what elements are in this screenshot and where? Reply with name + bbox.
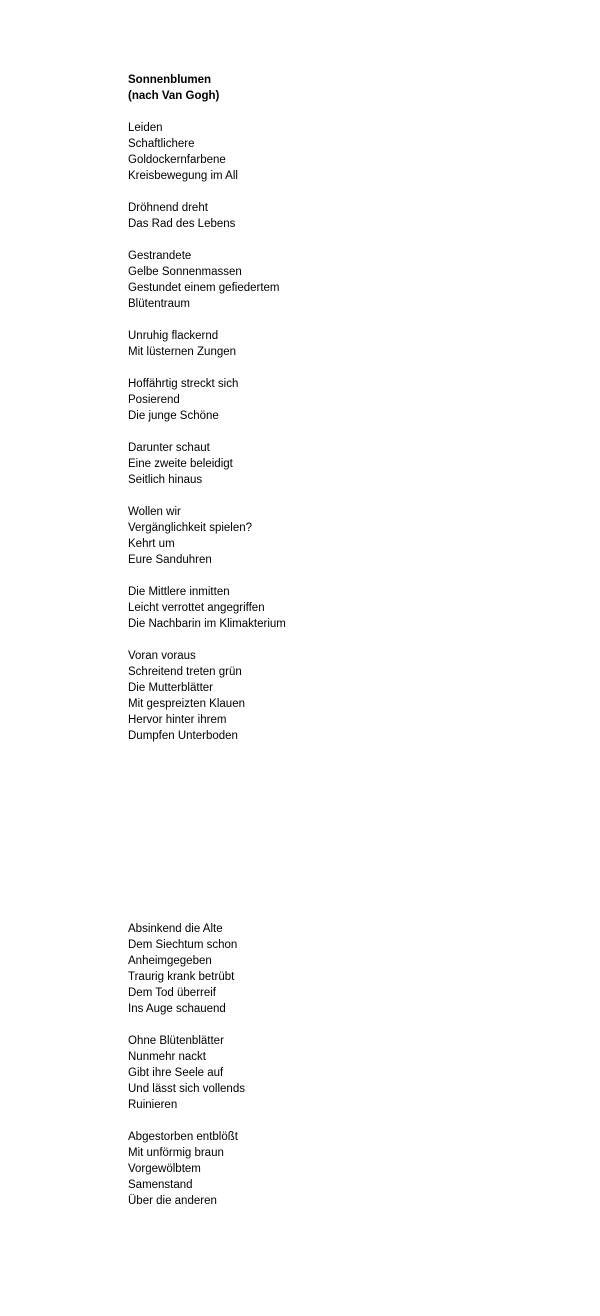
poem-line: Gestrandete: [128, 250, 192, 262]
poem-line: Gibt ihre Seele auf: [128, 1067, 224, 1079]
poem-line: Das Rad des Lebens: [128, 218, 236, 230]
poem-line: Mit unförmig braun: [128, 1147, 224, 1159]
poem-line: Die Mittlere inmitten: [128, 586, 230, 598]
stanza-gap: [128, 232, 568, 248]
poem-line: Kreisbewegung im All: [128, 170, 238, 182]
poem-title: Sonnenblumen: [128, 74, 212, 86]
poem-line: Gestundet einem gefiedertem: [128, 282, 280, 294]
stanza: [128, 248, 568, 312]
poem-subtitle: (nach Van Gogh): [128, 90, 220, 102]
poem-line: Wollen wir: [128, 506, 181, 518]
poem-line: Ins Auge schauend: [128, 1003, 226, 1015]
stanza: [128, 376, 568, 424]
stanza: [128, 120, 568, 184]
poem-upper-section: [128, 72, 568, 744]
poem-line: Kehrt um: [128, 538, 175, 550]
stanza-gap: [128, 1113, 568, 1129]
stanza-gap: [128, 184, 568, 200]
poem-line: Mit gespreizten Klauen: [128, 698, 245, 710]
poem-line: Ruinieren: [128, 1099, 178, 1111]
stanza: [128, 200, 568, 232]
poem-line: Die Nachbarin im Klimakterium: [128, 618, 286, 630]
poem-lower-section: [128, 921, 568, 1209]
poem-line: Leiden: [128, 122, 163, 134]
poem-line: Hervor hinter ihrem: [128, 714, 227, 726]
poem-line: Nunmehr nackt: [128, 1051, 206, 1063]
poem-line: Die junge Schöne: [128, 410, 219, 422]
poem-line: Ohne Blütenblätter: [128, 1035, 224, 1047]
poem-line: Über die anderen: [128, 1195, 217, 1207]
stanza-gap: [128, 632, 568, 648]
stanza: [128, 584, 568, 632]
stanza-gap: [128, 104, 568, 120]
poem-line: Samenstand: [128, 1179, 193, 1191]
poem-line: Voran voraus: [128, 650, 196, 662]
poem-line: Goldockernfarbene: [128, 154, 226, 166]
poem-line: Vergänglichkeit spielen?: [128, 522, 253, 534]
poem-line: Eure Sanduhren: [128, 554, 212, 566]
poem-line: Abgestorben entblößt: [128, 1131, 238, 1143]
poem-line: Unruhig flackernd: [128, 330, 219, 342]
stanza-gap: [128, 568, 568, 584]
poem-line: Vorgewölbtem: [128, 1163, 201, 1175]
poem-line: Schaftlichere: [128, 138, 195, 150]
poem-line: Anheimgegeben: [128, 955, 212, 967]
stanza-gap: [128, 312, 568, 328]
stanza: [128, 504, 568, 568]
poem-line: Dumpfen Unterboden: [128, 730, 238, 742]
poem-line: Posierend: [128, 394, 180, 406]
stanza: [128, 648, 568, 744]
stanza: [128, 1033, 568, 1113]
poem-line: Dem Siechtum schon: [128, 939, 238, 951]
stanza: [128, 921, 568, 1017]
poem-line: Seitlich hinaus: [128, 474, 203, 486]
poem-line: Eine zweite beleidigt: [128, 458, 233, 470]
lower-stanzas: [128, 921, 568, 1209]
stanza-gap: [128, 1017, 568, 1033]
poem-line: Leicht verrottet angegriffen: [128, 602, 265, 614]
poem-line: Die Mutterblätter: [128, 682, 214, 694]
stanza: [128, 1129, 568, 1209]
poem-line: Dem Tod überreif: [128, 987, 216, 999]
poem-line: Mit lüsternen Zungen: [128, 346, 237, 358]
stanza-gap: [128, 360, 568, 376]
stanza: [128, 328, 568, 360]
stanza-gap: [128, 488, 568, 504]
poem-line: Hoffährtig streckt sich: [128, 378, 239, 390]
poem-line: Und lässt sich vollends: [128, 1083, 245, 1095]
poem-line: Darunter schaut: [128, 442, 210, 454]
upper-stanzas: [128, 120, 568, 744]
stanza-gap: [128, 424, 568, 440]
poem-line: Traurig krank betrübt: [128, 971, 235, 983]
poem-line: Absinkend die Alte: [128, 923, 223, 935]
poem-line: Gelbe Sonnenmassen: [128, 266, 242, 278]
poem-line: Schreitend treten grün: [128, 666, 242, 678]
stanza: [128, 440, 568, 488]
poem-line: Blütentraum: [128, 298, 191, 310]
poem-line: Dröhnend dreht: [128, 202, 208, 214]
